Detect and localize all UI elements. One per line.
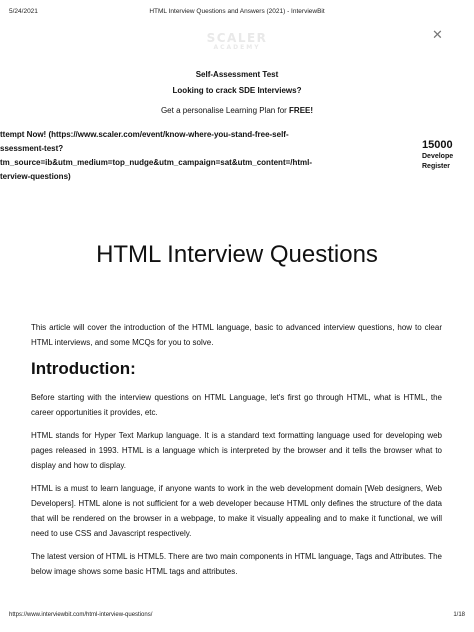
side-stat-label-2: Register	[422, 163, 451, 170]
paragraph-2-text: HTML stands for Hyper Text Markup language. It is a standard text formatting language used for developing web pages released in 1993. HTML is a language which is interpreted by the browser and it tells the browser what to display and how to display.	[31, 431, 442, 470]
paragraph-1-text: Before starting with the interview questions on HTML Language, let's first go through HTML, what is HTML, the career opportunities it provides, etc.	[31, 393, 442, 417]
plan-free: FREE!	[289, 106, 314, 115]
paragraph-4-text: The latest version of HTML is HTML5. There are two main components in HTML language, Tags and Attributes. The below image shows some basic HTML tags and attributes.	[31, 552, 442, 576]
print-header	[0, 4, 474, 18]
side-stat-label-1: Develope	[422, 153, 454, 160]
logo-line-2: ACADEMY	[213, 44, 261, 51]
section-heading: Introduction:	[31, 359, 136, 378]
paragraph-1	[31, 390, 442, 420]
paragraph-3	[31, 481, 442, 541]
intro-paragraph	[31, 320, 442, 350]
scaler-logo	[0, 32, 474, 51]
logo-line-1: SCALER	[206, 31, 268, 45]
paragraph-4	[31, 549, 442, 579]
side-stat	[422, 138, 453, 172]
cta-line-1: ttempt Now! (https://www.scaler.com/event/know-where-you-stand-free-self-	[0, 130, 289, 139]
paragraph-3-text: HTML is a must to learn language, if anyone wants to work in the web development domain [Web designers, Web Developers]. HTML alone is not sufficient for a web developer because HTML only defines the structure of the data that will be rendered on the browser in a webpage, to make it visually appealing and to make it functional, we will need to use CSS and Javascript respectively.	[31, 484, 442, 538]
paragraph-2	[31, 428, 442, 473]
close-icon[interactable]: ✕	[432, 27, 443, 42]
banner-plan-text	[0, 106, 474, 115]
page-number: 1/18	[453, 612, 465, 618]
banner-heading: Self-Assessment Test	[195, 70, 279, 79]
page-title: HTML Interview Questions	[96, 241, 378, 269]
print-url: https://www.interviewbit.com/html-interview-questions/	[9, 612, 153, 618]
side-stat-number: 15000	[422, 139, 453, 151]
banner-subheading: Looking to crack SDE Interviews?	[172, 86, 302, 95]
print-page-title: HTML Interview Questions and Answers (2021) - InterviewBit	[149, 8, 325, 15]
print-date: 5/24/2021	[9, 8, 38, 15]
intro-text: This article will cover the introduction of the HTML language, basic to advanced interview questions, how to clear HTML interviews, and some MCQs for you to solve.	[31, 323, 442, 347]
promo-banner	[0, 20, 474, 188]
plan-text: Get a personalise Learning Plan for	[160, 106, 290, 115]
cta-line-2: ssessment-test?	[0, 144, 64, 153]
cta-line-3: tm_source=ib&utm_medium=top_nudge&utm_campaign=sat&utm_content=/html-	[0, 158, 313, 167]
cta-line-4: terview-questions)	[0, 172, 71, 181]
attempt-now-link[interactable]	[0, 128, 410, 184]
